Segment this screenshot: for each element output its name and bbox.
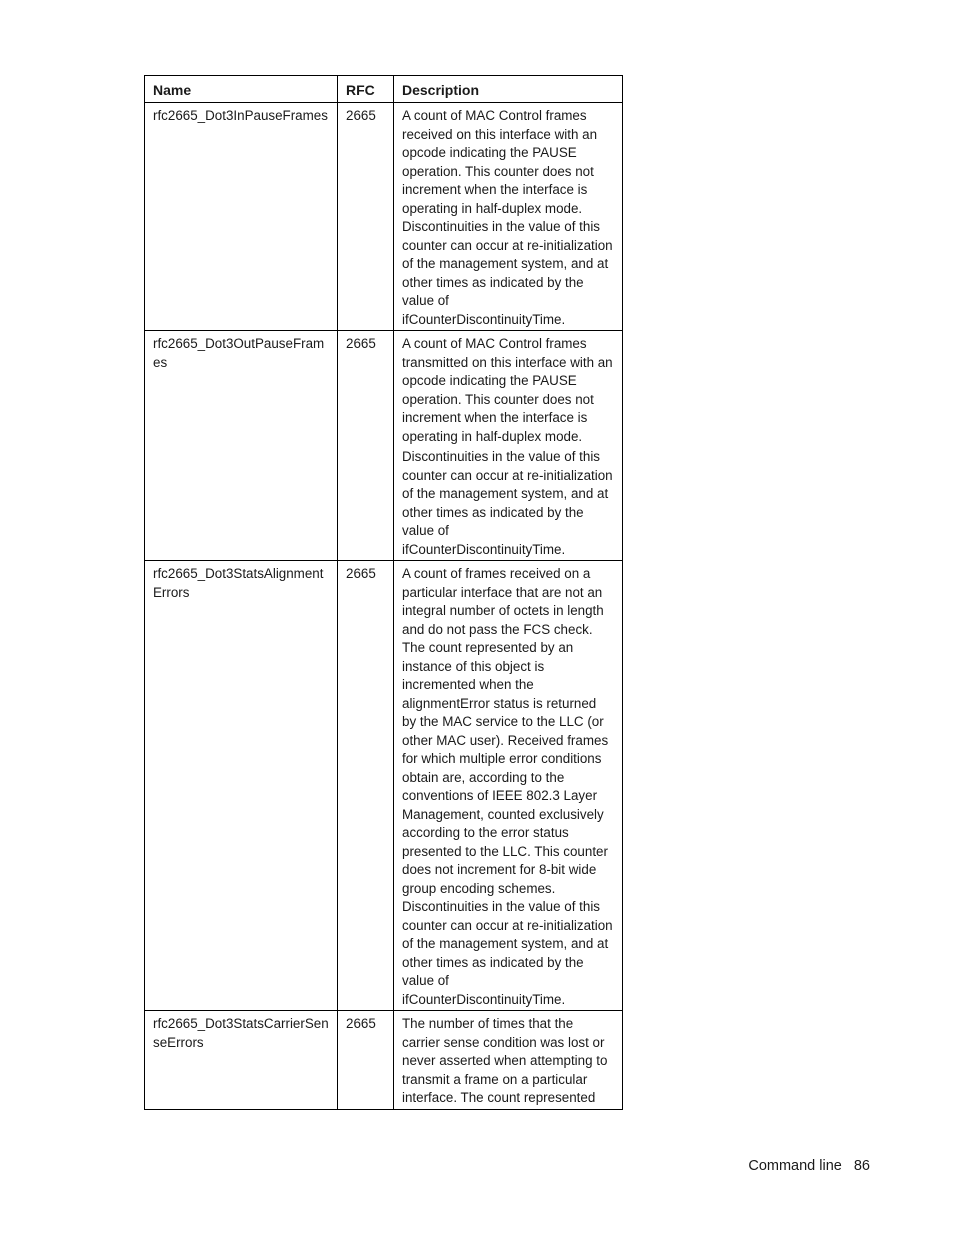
description-paragraph: A count of MAC Control frames transmitted on this interface with an opcode indicating the PAUSE operation. This counter does not increment when the interface is operating in half-duplex mode. <box>402 336 613 444</box>
page-number: 86 <box>853 1158 870 1174</box>
rfc-number-cell: 2665 <box>338 331 394 561</box>
table-row <box>145 561 623 1011</box>
description-cell <box>394 103 623 331</box>
description-paragraph: A count of MAC Control frames received on this interface with an opcode indicating the PAUSE operation. This counter does not increment when the interface is operating in half-duplex mode. Discontinuities in the value of this counter can occur at re-initialization of the management system, and at other times as indicated by the value of ifCounterDiscontinuityTime. <box>402 108 613 327</box>
header-name: Name <box>145 76 338 103</box>
description-cell <box>394 331 623 561</box>
object-name-cell: rfc2665_Dot3InPauseFrames <box>145 103 338 331</box>
footer-section-title: Command line <box>748 1158 842 1174</box>
table-row <box>145 1011 623 1110</box>
description-cell <box>394 1011 623 1110</box>
table-header <box>145 76 623 103</box>
page-footer <box>748 1158 870 1174</box>
object-name-cell: rfc2665_Dot3OutPauseFrames <box>145 331 338 561</box>
header-description: Description <box>394 76 623 103</box>
rfc-number-cell: 2665 <box>338 103 394 331</box>
table-header-row <box>145 76 623 103</box>
table-row <box>145 103 623 331</box>
description-cell <box>394 561 623 1011</box>
description-paragraph: A count of frames received on a particular interface that are not an integral number of octets in length and do not pass the FCS check. The count represented by an instance of this object is incremented when the alignmentError status is returned by the MAC service to the LLC (or other MAC user). Received frames for which multiple error conditions obtain are, according to the conventions of IEEE 802.3 Layer Management, counted exclusively according to the error status presented to the LLC. This counter does not increment for 8-bit wide group encoding schemes. Discontinuities in the value of this counter can occur at re-initialization of the management system, and at other times as indicated by the value of ifCounterDiscontinuityTime. <box>402 566 613 1007</box>
table-row <box>145 331 623 561</box>
rfc-number-cell: 2665 <box>338 561 394 1011</box>
table-body <box>145 103 623 1110</box>
description-paragraph: Discontinuities in the value of this counter can occur at re-initialization of the management system, and at other times as indicated by the value of ifCounterDiscontinuityTime. <box>402 449 613 557</box>
object-name-cell: rfc2665_Dot3StatsCarrierSenseErrors <box>145 1011 338 1110</box>
description-paragraph: The number of times that the carrier sense condition was lost or never asserted when attempting to transmit a frame on a particular interface. The count represented <box>402 1016 608 1105</box>
object-name-cell: rfc2665_Dot3StatsAlignmentErrors <box>145 561 338 1011</box>
header-rfc: RFC <box>338 76 394 103</box>
mib-objects-table <box>144 75 623 1110</box>
rfc-number-cell: 2665 <box>338 1011 394 1110</box>
